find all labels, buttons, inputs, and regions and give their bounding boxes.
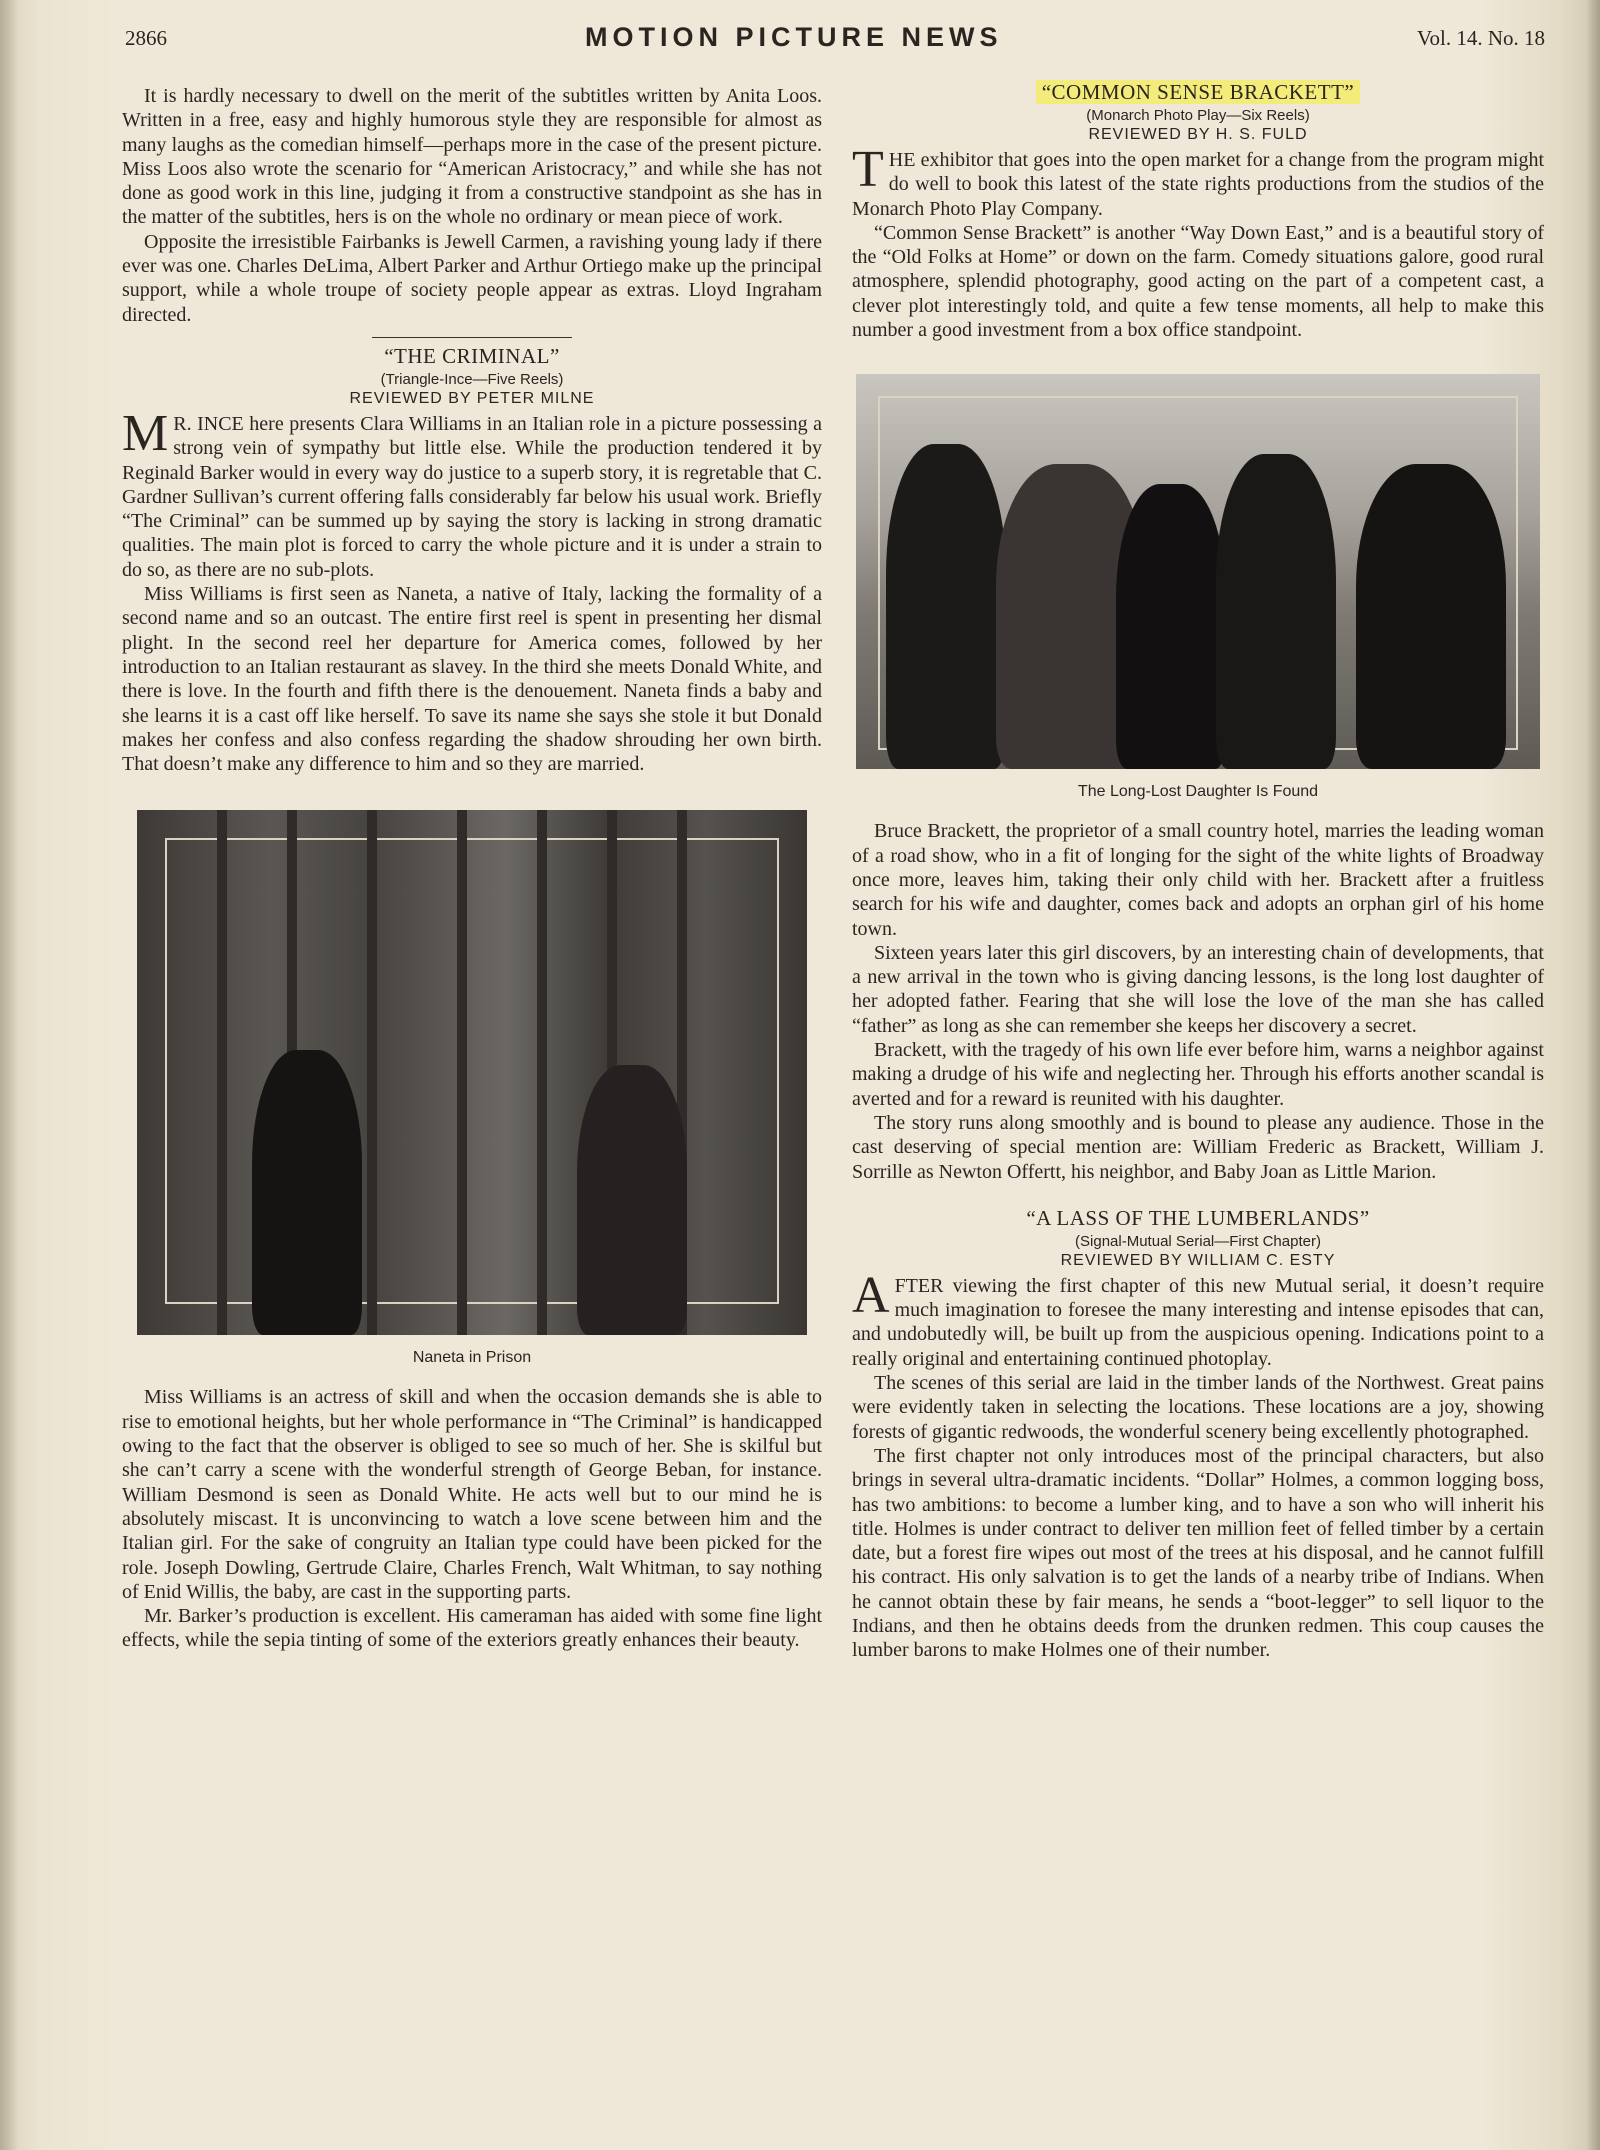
review-paragraph: “Common Sense Brackett” is another “Way Down East,” and is a beautiful story of the “Old Folks at Home” or down on the farm. Comedy situations galore, good rural atmosphere, splendid photography, good acting on the part of a competent cast, a clever plot interestingly told, and quite a few tense moments, all help to make this number a good investment from a box office standpoint. — [852, 221, 1544, 342]
review-paragraph: Brackett, with the tragedy of his own life ever before him, warns a neighbor against making a drudge of his wife and neglecting her. Through his efforts another scandal is averted and for a reward is reunited with his daughter. — [852, 1039, 1544, 1110]
review-paragraph: Sixteen years later this girl discovers, by an interesting chain of developments, that a new arrival in the town who is giving dancing lessons, is the long lost daughter of her adopted father. Fearing that she will lose the love of the man she has called “father” as long as she can remember she keeps her discovery a secret. — [852, 941, 1544, 1037]
page-edge — [1586, 0, 1600, 2150]
photo-figure — [252, 1050, 362, 1335]
left-column — [122, 84, 822, 1653]
review-title-lumberlands: “A LASS OF THE LUMBERLANDS” — [1026, 1205, 1370, 1230]
review-paragraph: Mr. Barker’s production is excellent. His cameraman has aided with some fine light effects, while the sepia tinting of some of the exteriors greatly enhances their beauty. — [122, 1605, 822, 1652]
review-paragraph: The story runs along smoothly and is bound to please any audience. Those in the cast deserving of special mention are: William Frederic as Brackett, William J. Sorrille as Newton Offertt, his neighbor, and Baby Joan as Little Marion. — [852, 1111, 1544, 1183]
review-paragraph: Bruce Brackett, the proprietor of a small country hotel, marries the leading woman of a road show, who in a fit of longing for the sight of the white lights of Broadway once more, leaves him, taking their only child with her. Brackett after a fruitless search for his wife and daughter, comes back and adopts an orphan girl of his home town. — [852, 820, 1544, 940]
review-paragraph-first — [122, 404, 822, 582]
photo-bar — [367, 810, 377, 1335]
volume-number: Vol. 14. No. 18 — [1417, 26, 1545, 50]
review-paragraph: The scenes of this serial are laid in the timber lands of the Northwest. Great pains were evidently taken in selecting the locations. These locations are a joy, showing forests of gigantic redwoods, the wonderful scenery being excellently photographed. — [852, 1372, 1544, 1443]
reviewer-criminal: REVIEWED BY PETER MILNE — [349, 389, 595, 407]
page-number: 2866 — [125, 26, 167, 50]
review-paragraph-text: R. INCE here presents Clara Williams in an Italian role in a picture possessing a strong vein of sympathy but little else. While the production tendered it by Reginald Barker would in every way do justice to a superb story, it is regretable that C. Gardner Sullivan’s current offering falls considerably far below his usual work. Briefly “The Criminal” can be summed up by saying the story is lacking in strong dramatic qualities. The main plot is forced to carry the whole picture and it is under a strain to do so, as there are no sub-plots. — [122, 412, 822, 581]
photo-figure — [886, 444, 1006, 769]
review-subtitle-brackett: (Monarch Photo Play—Six Reels) — [1086, 107, 1310, 124]
page-header — [125, 22, 1545, 62]
intro-paragraph-1: It is hardly necessary to dwell on the merit of the subtitles written by Anita Loos. Written in a free, easy and highly humorous style they are responsible for almost as many laughs as the comedian himself—perhaps more in the case of the present picture. Miss Loos also wrote the scenario for “American Aristocracy,” and while she has not done as good work in this line, judging it from a constructive standpoint as she has in the matter of the subtitles, hers is on the whole no ordinary or mean piece of work. — [122, 85, 822, 229]
review-title-criminal: “THE CRIMINAL” — [384, 343, 560, 368]
masthead: MOTION PICTURE NEWS — [585, 22, 1003, 52]
photo-figure — [1216, 454, 1336, 769]
drop-cap: A — [852, 1266, 890, 1324]
review-subtitle-criminal: (Triangle-Ince—Five Reels) — [380, 370, 564, 388]
review-subtitle-lumberlands: (Signal-Mutual Serial—First Chapter) — [1075, 1232, 1321, 1250]
review-paragraph: Miss Williams is first seen as Naneta, a native of Italy, lacking the formality of a second name and so an outcast. The entire first reel is spent in presenting her dismal plight. In the second reel her departure for America comes, followed by her introduction to an Italian restaurant as slavey. In the third she meets Donald White, and there is love. In the fourth and fifth there is the denouement. Naneta finds a baby and she learns it is a cast off like herself. To save its name she says she stole it but Donald makes her confess and also confess regarding the shadow shrouding her own birth. That doesn’t make any difference to him and so they are married. — [122, 583, 822, 776]
review-paragraph-text: HE exhibitor that goes into the open market for a change from the program might do well to book this latest of the state rights productions from the studios of the Monarch Photo Play Company. — [852, 149, 1544, 220]
reviewer-lumberlands: REVIEWED BY WILLIAM C. ESTY — [1060, 1251, 1336, 1269]
review-paragraph-first — [852, 1266, 1544, 1371]
photo-naneta-in-prison — [137, 810, 807, 1335]
intro-paragraph-2: Opposite the irresistible Fairbanks is Jewell Carmen, a ravishing young lady if there ever was one. Charles DeLima, Albert Parker and Arthur Ortiego make up the principal support, while a whole troupe of society people appear as extras. Lloyd Ingraham directed. — [122, 230, 822, 326]
photo-long-lost-daughter — [856, 374, 1540, 769]
right-column — [852, 80, 1544, 1663]
photo-bar — [217, 810, 227, 1335]
photo-bar — [537, 810, 547, 1335]
photo-figure — [577, 1065, 687, 1335]
photo-caption-daughter: The Long-Lost Daughter Is Found — [1077, 783, 1319, 801]
title-highlight: “COMMON SENSE BRACKETT” — [1036, 80, 1361, 104]
drop-cap: M — [122, 404, 169, 462]
photo-figure — [1356, 464, 1506, 769]
review-paragraph-text: FTER viewing the first chapter of this new Mutual serial, it doesn’t require much imagination to foresee the many interesting and intense episodes that can, and undobutedly will, be built up from the auspicious opening. Indications point to a really original and entertaining continued photoplay. — [852, 1274, 1544, 1370]
reviewer-brackett: REVIEWED BY H. S. FULD — [1088, 126, 1308, 143]
review-paragraph: The first chapter not only introduces most of the principal characters, but also brings in several ultra-dramatic incidents. “Dollar” Holmes, a common logging boss, has two ambitions: to become a lumber king, and to have a son who will inherit his title. Holmes is under contract to deliver ten million feet of felled timber by a certain date, but a forest fire wipes out most of the trees at his disposal, and he cannot fulfill his contract. His only salvation is to get the lands of a nearby tribe of Indians. When he cannot obtain these by fair means, he sends a “boot-legger” to sell liquor to the Indians, and then he obtains deeds from the drunken redmen. This coup causes the lumber barons to make Holmes one of their number. — [852, 1444, 1544, 1662]
review-title-brackett — [852, 80, 1544, 105]
review-paragraph: Miss Williams is an actress of skill and when the occasion demands she is able to rise to emotional heights, but her whole performance in “The Criminal” is handicapped owing to the fact that the observer is obliged to see so much of her. She is skilful but she can’t carry a scene with the wonderful strength of George Beban, for instance. William Desmond is seen as Donald White. He acts well but to our mind he is absolutely miscast. It is unconvincing to watch a love scene between him and the Italian girl. For the sake of congruity an Italian type could have been picked for the role. Joseph Dowling, Gertrude Claire, Charles French, Walt Whitman, to say nothing of Enid Willis, the baby, are cast in the supporting parts. — [122, 1386, 822, 1603]
section-rule — [372, 337, 572, 338]
photo-caption-naneta: Naneta in Prison — [412, 1349, 532, 1367]
drop-cap: T — [852, 141, 884, 198]
binding-shadow — [0, 0, 18, 2150]
photo-figure — [1116, 484, 1226, 769]
review-paragraph-first — [852, 141, 1544, 221]
photo-bar — [457, 810, 467, 1335]
